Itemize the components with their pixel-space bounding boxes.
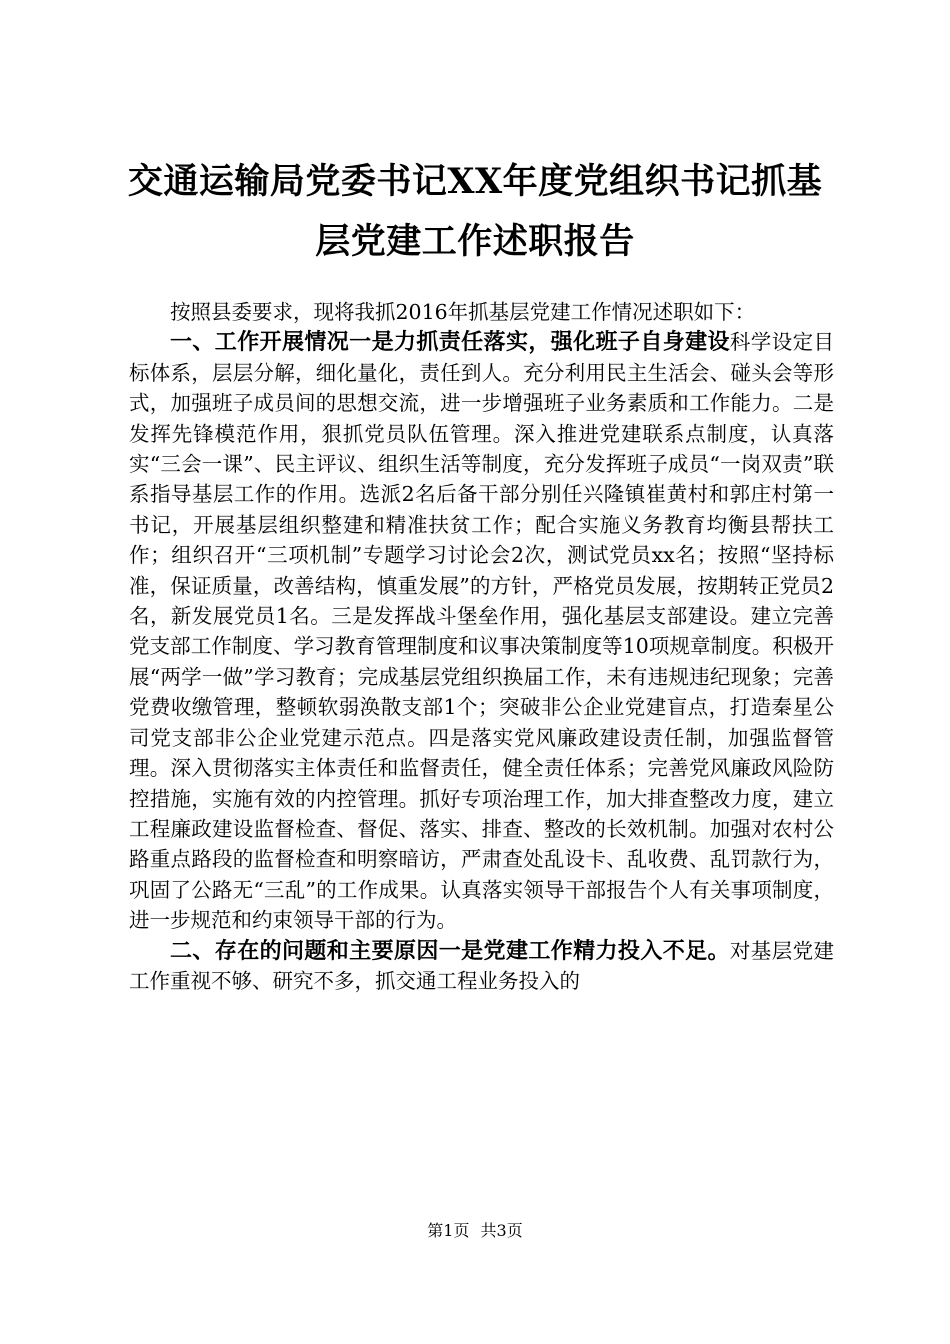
- section1-body: 科学设定目标体系，层层分解，细化量化，责任到人。充分利用民主生活会、碰头会等形式，加强班子成员间的思想交流，进一步增强班子业务素质和工作能力。二是发挥先锋模范作用，狠抓党员队伍管理。深入推进党建联系点制度，认真落实“三会一课”、民主评议、组织生活等制度，充分发挥班子成员“一岗双责”联系指导基层工作的作用。选派2名后备干部分别任兴隆镇崔黄村和郭庄村第一书记，开展基层组织整建和精准扶贫工作；配合实施义务教育均衡县帮扶工作；组织召开“三项机制”专题学习讨论会2次，测试党员xx名；按照“坚持标准，保证质量，改善结构，慎重发展”的方针，严格党员发展，按期转正党员2名，新发展党员1名。三是发挥战斗堡垒作用，强化基层支部建设。建立完善党支部工作制度、学习教育管理制度和议事决策制度等10项规章制度。积极开展“两学一做”学习教育；完成基层党组织换届工作，未有违规违纪现象；完善党费收缴管理，整顿软弱涣散支部1个；突破非公企业党建盲点，打造秦星公司党支部非公企业党建示范点。四是落实党风廉政建设责任制，加强监督管理。深入贯彻落实主体责任和监督责任，健全责任体系；完善党风廉政风险防控措施，实施有效的内控管理。抓好专项治理工作，加大排查整改力度，建立工程廉政建设监督检查、督促、落实、排查、整改的长效机制。加强对农村公路重点路段的监督检查和明察暗访，严肃查处乱设卡、乱收费、乱罚款行为，巩固了公路无“三乱”的工作成果。认真落实领导干部报告个人有关事项制度，进一步规范和约束领导干部的行为。: [129, 330, 834, 933]
- document-body: [129, 297, 834, 996]
- document-title-line2: 层党建工作述职报告: [315, 221, 635, 262]
- section1-paragraph: [129, 327, 834, 935]
- page-number: 第1页: [427, 1221, 470, 1240]
- section2-paragraph: [129, 936, 834, 997]
- document-title-line1: 交通运输局党委书记XX年度党组织书记抓基: [127, 161, 823, 202]
- intro-paragraph: 按照县委要求，现将我抓2016年抓基层党建工作情况述职如下：: [170, 300, 756, 324]
- page-footer: [0, 1218, 950, 1241]
- section2-body: 对基层党建工作重视不够、研究不多，抓交通工程业务投入的: [129, 938, 834, 993]
- section1-heading: 一、工作开展情况一是力抓责任落实，强化班子自身建设: [170, 329, 730, 356]
- page-total: 共3页: [480, 1221, 523, 1240]
- section2-heading: 二、存在的问题和主要原因一是党建工作精力投入不足。: [170, 937, 730, 964]
